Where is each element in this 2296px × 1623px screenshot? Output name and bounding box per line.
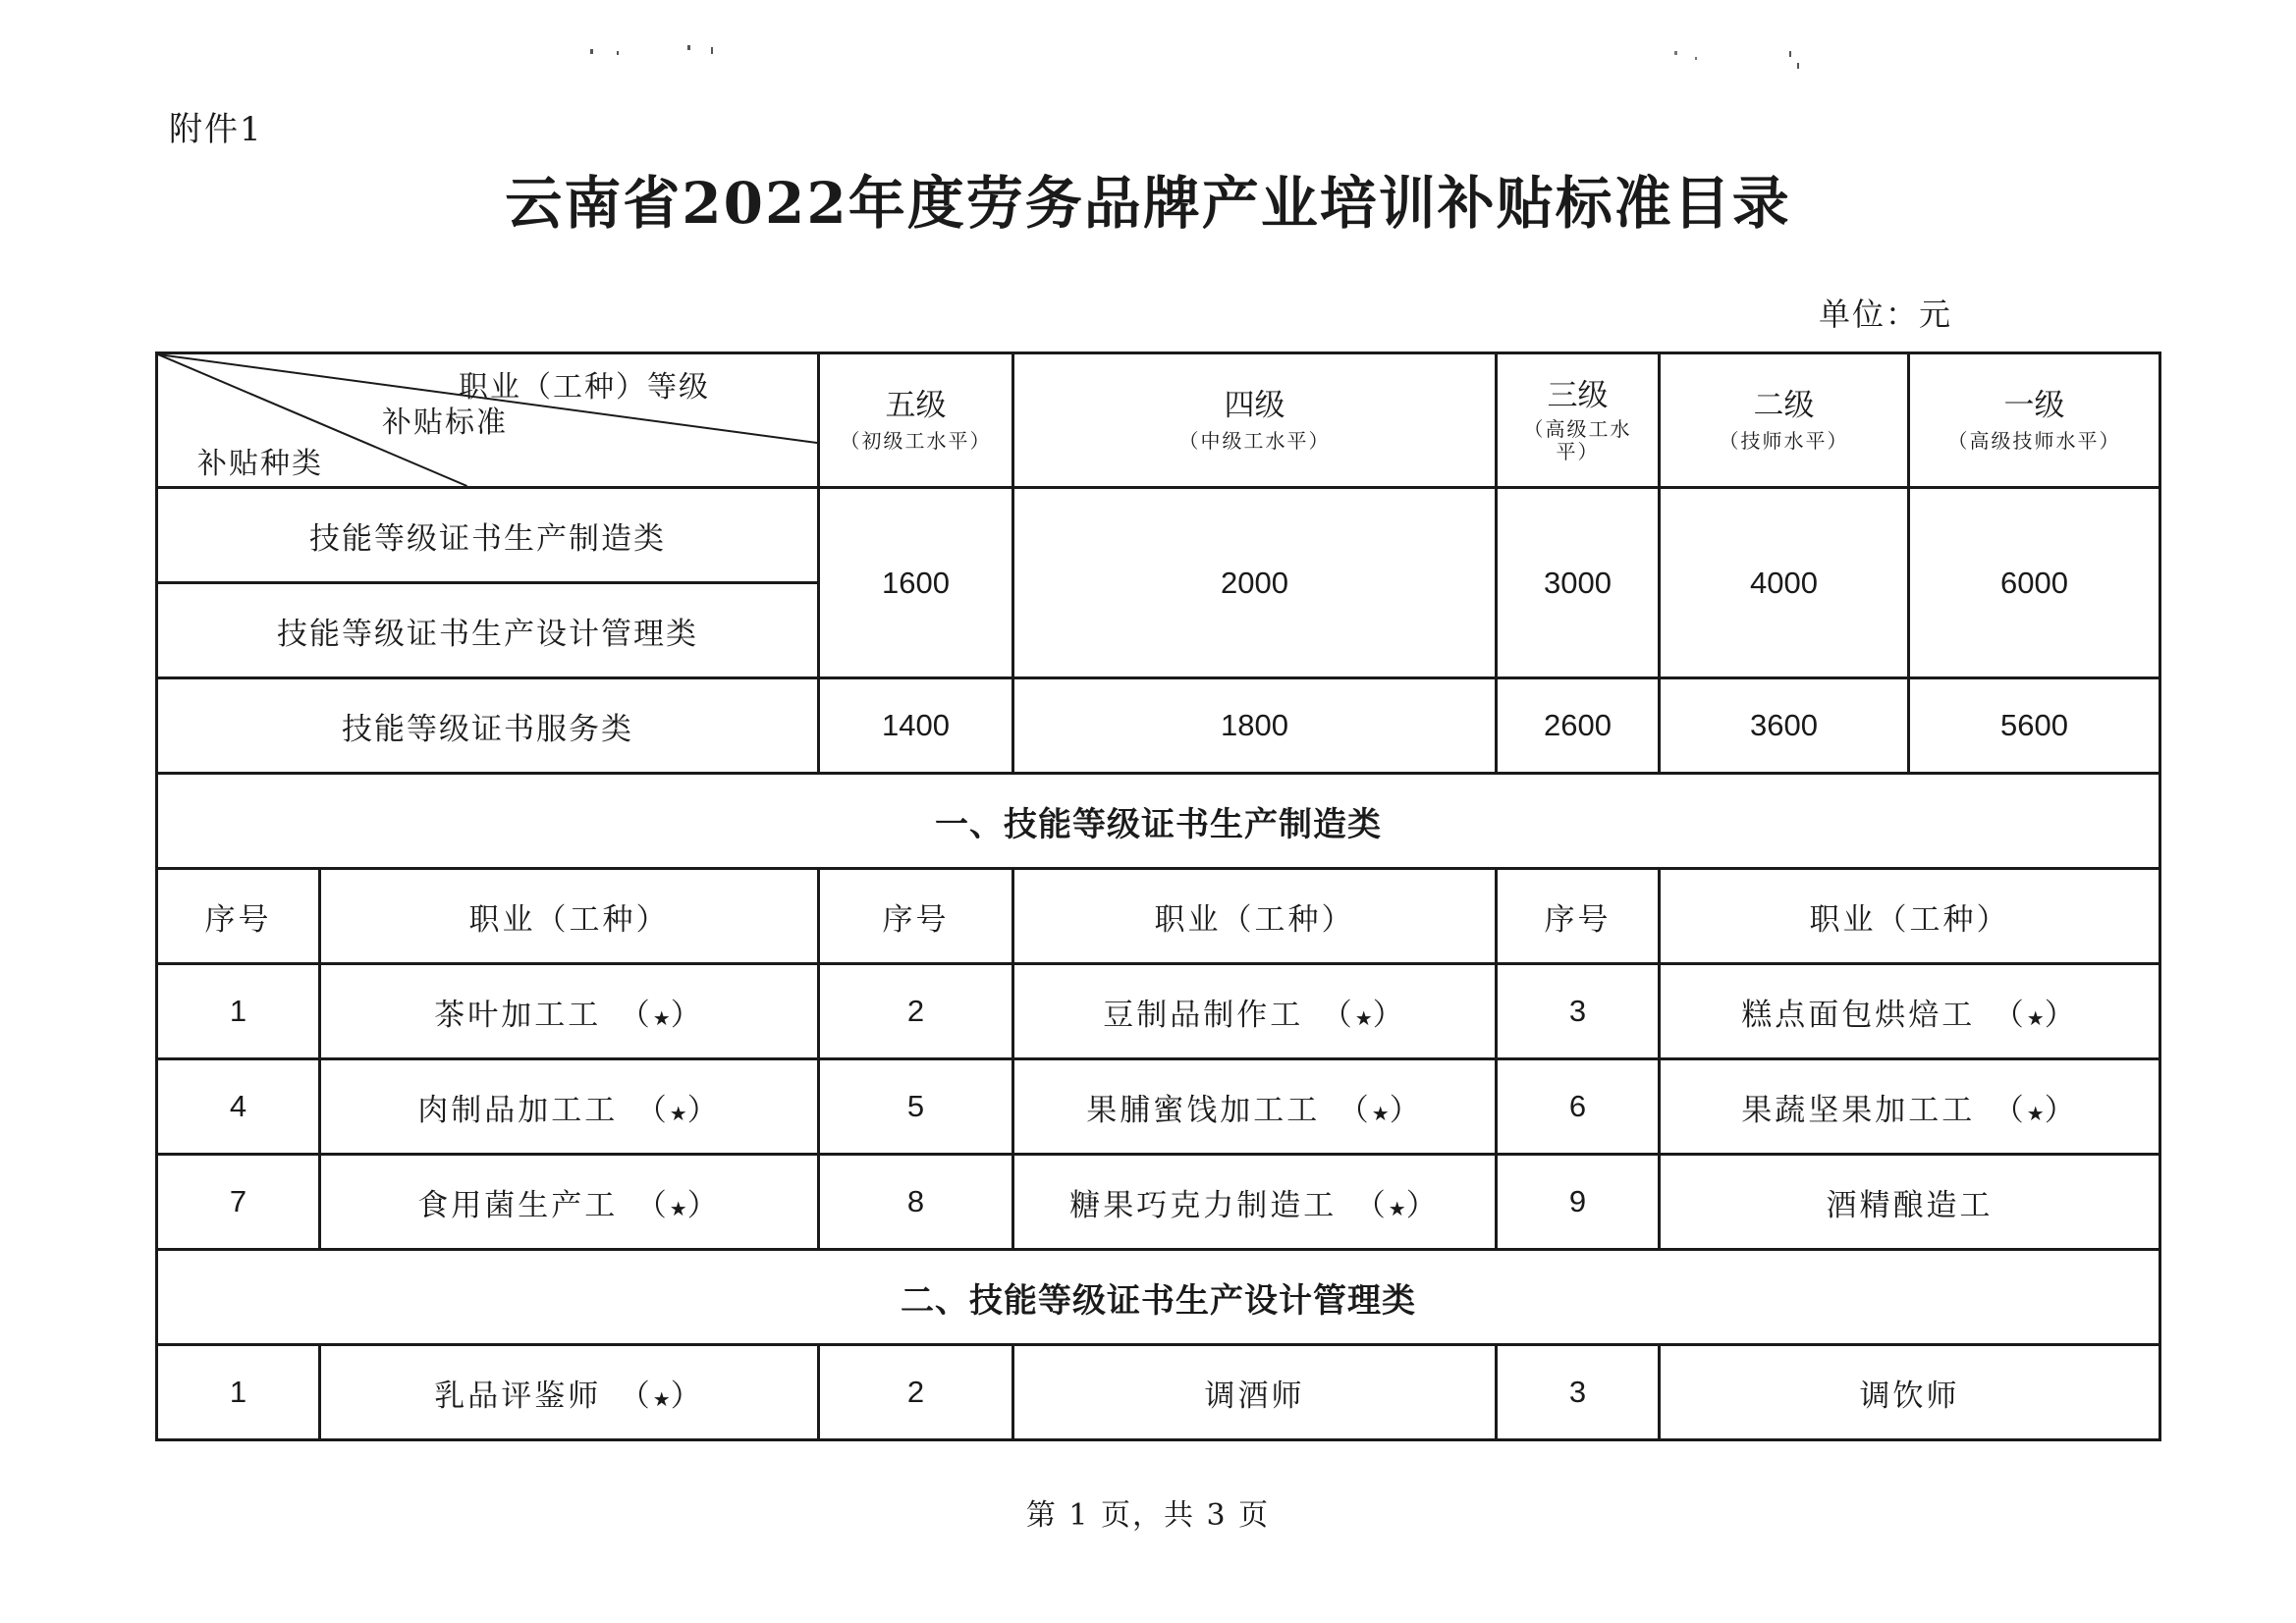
seq-cell: 3: [1497, 1345, 1660, 1440]
star-icon: ★: [1388, 1196, 1406, 1220]
star-icon: ★: [652, 1386, 671, 1411]
occupation-name: 食用菌生产工: [417, 1187, 619, 1223]
level-name: 五级: [885, 388, 947, 424]
occupation-cell: 糖果巧克力制造工 （★）: [1013, 1155, 1497, 1250]
occupation-header-row: [157, 869, 2160, 964]
seq-cell: 7: [157, 1155, 320, 1250]
occupation-name: 酒精酿造工: [1826, 1187, 1994, 1223]
occupation-name: 果蔬坚果加工工: [1741, 1092, 1976, 1128]
occupation-level-label: 职业（工种）等级: [459, 370, 710, 405]
star-icon: ★: [669, 1196, 687, 1220]
section-2-title: 二、技能等级证书生产设计管理类: [157, 1250, 2160, 1345]
amount-level-5: 1600: [819, 488, 1013, 678]
page-title: 云南省2022年度劳务品牌产业培训补贴标准目录: [505, 170, 1791, 237]
level-desc: （高级技师水平）: [1947, 428, 2121, 453]
seq-cell: 5: [819, 1059, 1013, 1155]
level-desc: （技师水平）: [1719, 428, 1849, 453]
occupation-header: 职业（工种）: [1660, 869, 2160, 964]
occupation-cell: 豆制品制作工 （★）: [1013, 964, 1497, 1059]
subsidy-standard-label: 补贴标准: [382, 406, 508, 440]
occupation-cell: 糕点面包烘焙工 （★）: [1660, 964, 2160, 1059]
subsidy-type-label: 补贴种类: [197, 447, 323, 481]
occupation-cell: [1013, 1345, 1497, 1440]
amount-level-4: 1800: [1013, 678, 1497, 774]
occupation-name: 调饮师: [1859, 1378, 1960, 1414]
table-row: [157, 1345, 2160, 1440]
attachment-label: 附件1: [169, 110, 263, 149]
occupation-cell: 茶叶加工工 （★）: [320, 964, 819, 1059]
page-footer: 第 1 页，共 3 页: [1025, 1498, 1271, 1533]
occupation-cell: 肉制品加工工 （★）: [320, 1059, 819, 1155]
amount-level-2: 4000: [1660, 488, 1909, 678]
seq-cell: 2: [819, 964, 1013, 1059]
occupation-name: 乳品评鉴师: [434, 1378, 602, 1414]
seq-cell: 2: [819, 1345, 1013, 1440]
level-5-header: [819, 353, 1013, 488]
level-name: 三级: [1547, 377, 1609, 413]
level-name: 一级: [2003, 388, 2065, 424]
seq-cell: 1: [157, 1345, 320, 1440]
amount-level-2: 3600: [1660, 678, 1909, 774]
occupation-cell: [1660, 1155, 2160, 1250]
level-3-header: [1497, 353, 1660, 488]
seq-cell: 9: [1497, 1155, 1660, 1250]
amount-level-1: 5600: [1909, 678, 2160, 774]
level-desc: （高级工水平）: [1523, 417, 1632, 464]
category-service: 技能等级证书服务类: [157, 678, 819, 774]
occupation-name: 糕点面包烘焙工: [1741, 997, 1976, 1033]
seq-header: 序号: [157, 869, 320, 964]
seq-cell: 6: [1497, 1059, 1660, 1155]
table-row: [157, 1059, 2160, 1155]
occupation-name: 果脯蜜饯加工工: [1086, 1092, 1321, 1128]
occupation-name: 豆制品制作工: [1103, 997, 1304, 1033]
table-row: [157, 1155, 2160, 1250]
star-icon: ★: [652, 1005, 671, 1030]
seq-header: 序号: [1497, 869, 1660, 964]
unit-label: 单位：元: [1819, 296, 1953, 333]
level-4-header: [1013, 353, 1497, 488]
level-desc: （中级工水平）: [1178, 428, 1331, 453]
seq-cell: 8: [819, 1155, 1013, 1250]
occupation-header: 职业（工种）: [320, 869, 819, 964]
seq-cell: 3: [1497, 964, 1660, 1059]
occupation-cell: 乳品评鉴师 （★）: [320, 1345, 819, 1440]
level-2-header: [1660, 353, 1909, 488]
section-2-title-row: [157, 1250, 2160, 1345]
level-name: 二级: [1753, 388, 1815, 424]
amount-level-3: 3000: [1497, 488, 1660, 678]
star-icon: ★: [1371, 1101, 1390, 1125]
diagonal-header-cell: [157, 353, 819, 488]
star-icon: ★: [2026, 1101, 2045, 1125]
table-row: [157, 964, 2160, 1059]
occupation-name: 调酒师: [1204, 1378, 1305, 1414]
seq-cell: 4: [157, 1059, 320, 1155]
section-1-title-row: [157, 774, 2160, 869]
section-1-title: 一、技能等级证书生产制造类: [157, 774, 2160, 869]
occupation-header: 职业（工种）: [1013, 869, 1497, 964]
amount-level-1: 6000: [1909, 488, 2160, 678]
occupation-cell: 食用菌生产工 （★）: [320, 1155, 819, 1250]
star-icon: ★: [2026, 1005, 2045, 1030]
seq-header: 序号: [819, 869, 1013, 964]
level-1-header: [1909, 353, 2160, 488]
star-icon: ★: [1354, 1005, 1373, 1030]
occupation-name: 茶叶加工工: [434, 997, 602, 1033]
scan-specks: [0, 0, 2296, 88]
level-header-row: [157, 353, 2160, 488]
category-manufacturing: 技能等级证书生产制造类: [157, 488, 819, 583]
occupation-cell: 果脯蜜饯加工工 （★）: [1013, 1059, 1497, 1155]
category-row-manufacturing: [157, 488, 2160, 583]
seq-cell: 1: [157, 964, 320, 1059]
category-design-management: 技能等级证书生产设计管理类: [157, 583, 819, 678]
amount-level-4: 2000: [1013, 488, 1497, 678]
occupation-name: 肉制品加工工: [417, 1092, 619, 1128]
category-row-service: [157, 678, 2160, 774]
amount-level-3: 2600: [1497, 678, 1660, 774]
occupation-name: 糖果巧克力制造工: [1069, 1187, 1338, 1223]
occupation-cell: 果蔬坚果加工工 （★）: [1660, 1059, 2160, 1155]
level-name: 四级: [1224, 388, 1285, 424]
subsidy-standards-table: [155, 352, 2161, 1441]
star-icon: ★: [669, 1101, 687, 1125]
level-desc: （初级工水平）: [840, 428, 992, 453]
occupation-cell: [1660, 1345, 2160, 1440]
amount-level-5: 1400: [819, 678, 1013, 774]
